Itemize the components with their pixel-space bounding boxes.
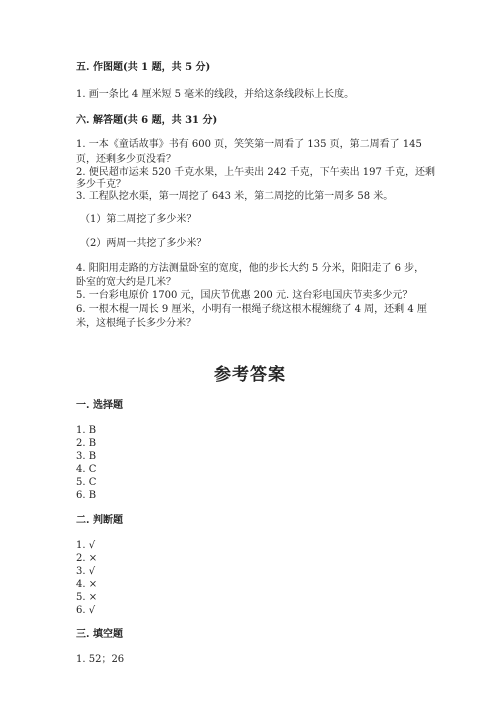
- section6-question-1-line1: 1. 一本《童话故事》书有 600 页，笑笑第一周看了 135 页，第二周看了 145: [76, 139, 422, 150]
- section6-question-3: 3. 工程队挖水渠，第一周挖了 643 米，第二周挖的比第一周多 58 米。: [76, 191, 394, 202]
- answers-choice-item: 3. B: [76, 451, 97, 462]
- section6-question-3-sub2: （2）两周一共挖了多少米？: [80, 238, 207, 249]
- answers-judge-item: 2. ×: [76, 553, 98, 564]
- answers-choice-item: 4. C: [76, 464, 97, 475]
- section6-heading: 六. 解答题(共 6 题，共 31 分): [76, 115, 218, 126]
- answers-choice-item: 2. B: [76, 438, 97, 449]
- answers-judge-item: 1. √: [76, 540, 96, 551]
- answers-judge-item: 5. ×: [76, 592, 98, 603]
- answers-choice-item: 6. B: [76, 490, 97, 501]
- answers-fill-heading: 三. 填空题: [76, 629, 123, 640]
- answers-judge-item: 3. √: [76, 566, 96, 577]
- section6-question-5: 5. 一台彩电原价 1700 元，国庆节优惠 200 元. 这台彩电国庆节卖多少元？: [76, 290, 413, 301]
- answers-title: 参考答案: [214, 365, 286, 385]
- answers-judge-heading: 二. 判断题: [76, 515, 123, 526]
- section6-question-6-line2: 米，这根绳子长多少分米？: [76, 318, 196, 329]
- answers-fill-item: 1. 52；26: [76, 654, 125, 665]
- section6-question-6-line1: 6. 一根木棍一周长 9 厘米，小明有一根绳子绕这根木棍缠绕了 4 周，还剩 4 厘: [76, 304, 427, 315]
- answers-judge-item: 6. √: [76, 605, 96, 616]
- answers-choice-item: 1. B: [76, 425, 97, 436]
- section6-question-2-line2: 多少千克？: [76, 179, 126, 190]
- section6-question-2-line1: 2. 便民超市运来 520 千克水果，上午卖出 242 千克，下午卖出 197 千克，还剩: [76, 167, 436, 178]
- section5-heading: 五. 作图题(共 1 题，共 5 分): [76, 62, 211, 73]
- answers-judge-item: 4. ×: [76, 579, 98, 590]
- section6-question-1-line2: 页，还剩多少页没看？: [76, 154, 176, 165]
- section6-question-4-line1: 4. 阳阳用走路的方法测量卧室的宽度，他的步长大约 5 分米，阳阳走了 6 步，: [76, 263, 425, 274]
- section6-question-3-sub1: （1）第二周挖了多少米？: [80, 214, 197, 225]
- answers-choice-item: 5. C: [76, 477, 97, 488]
- section5-question-1: 1. 画一条比 4 厘米短 5 毫米的线段，并给这条线段标上长度。: [76, 89, 355, 100]
- section6-question-4-line2: 卧室的宽大约是几米？: [76, 277, 176, 288]
- answers-choice-heading: 一. 选择题: [76, 400, 123, 411]
